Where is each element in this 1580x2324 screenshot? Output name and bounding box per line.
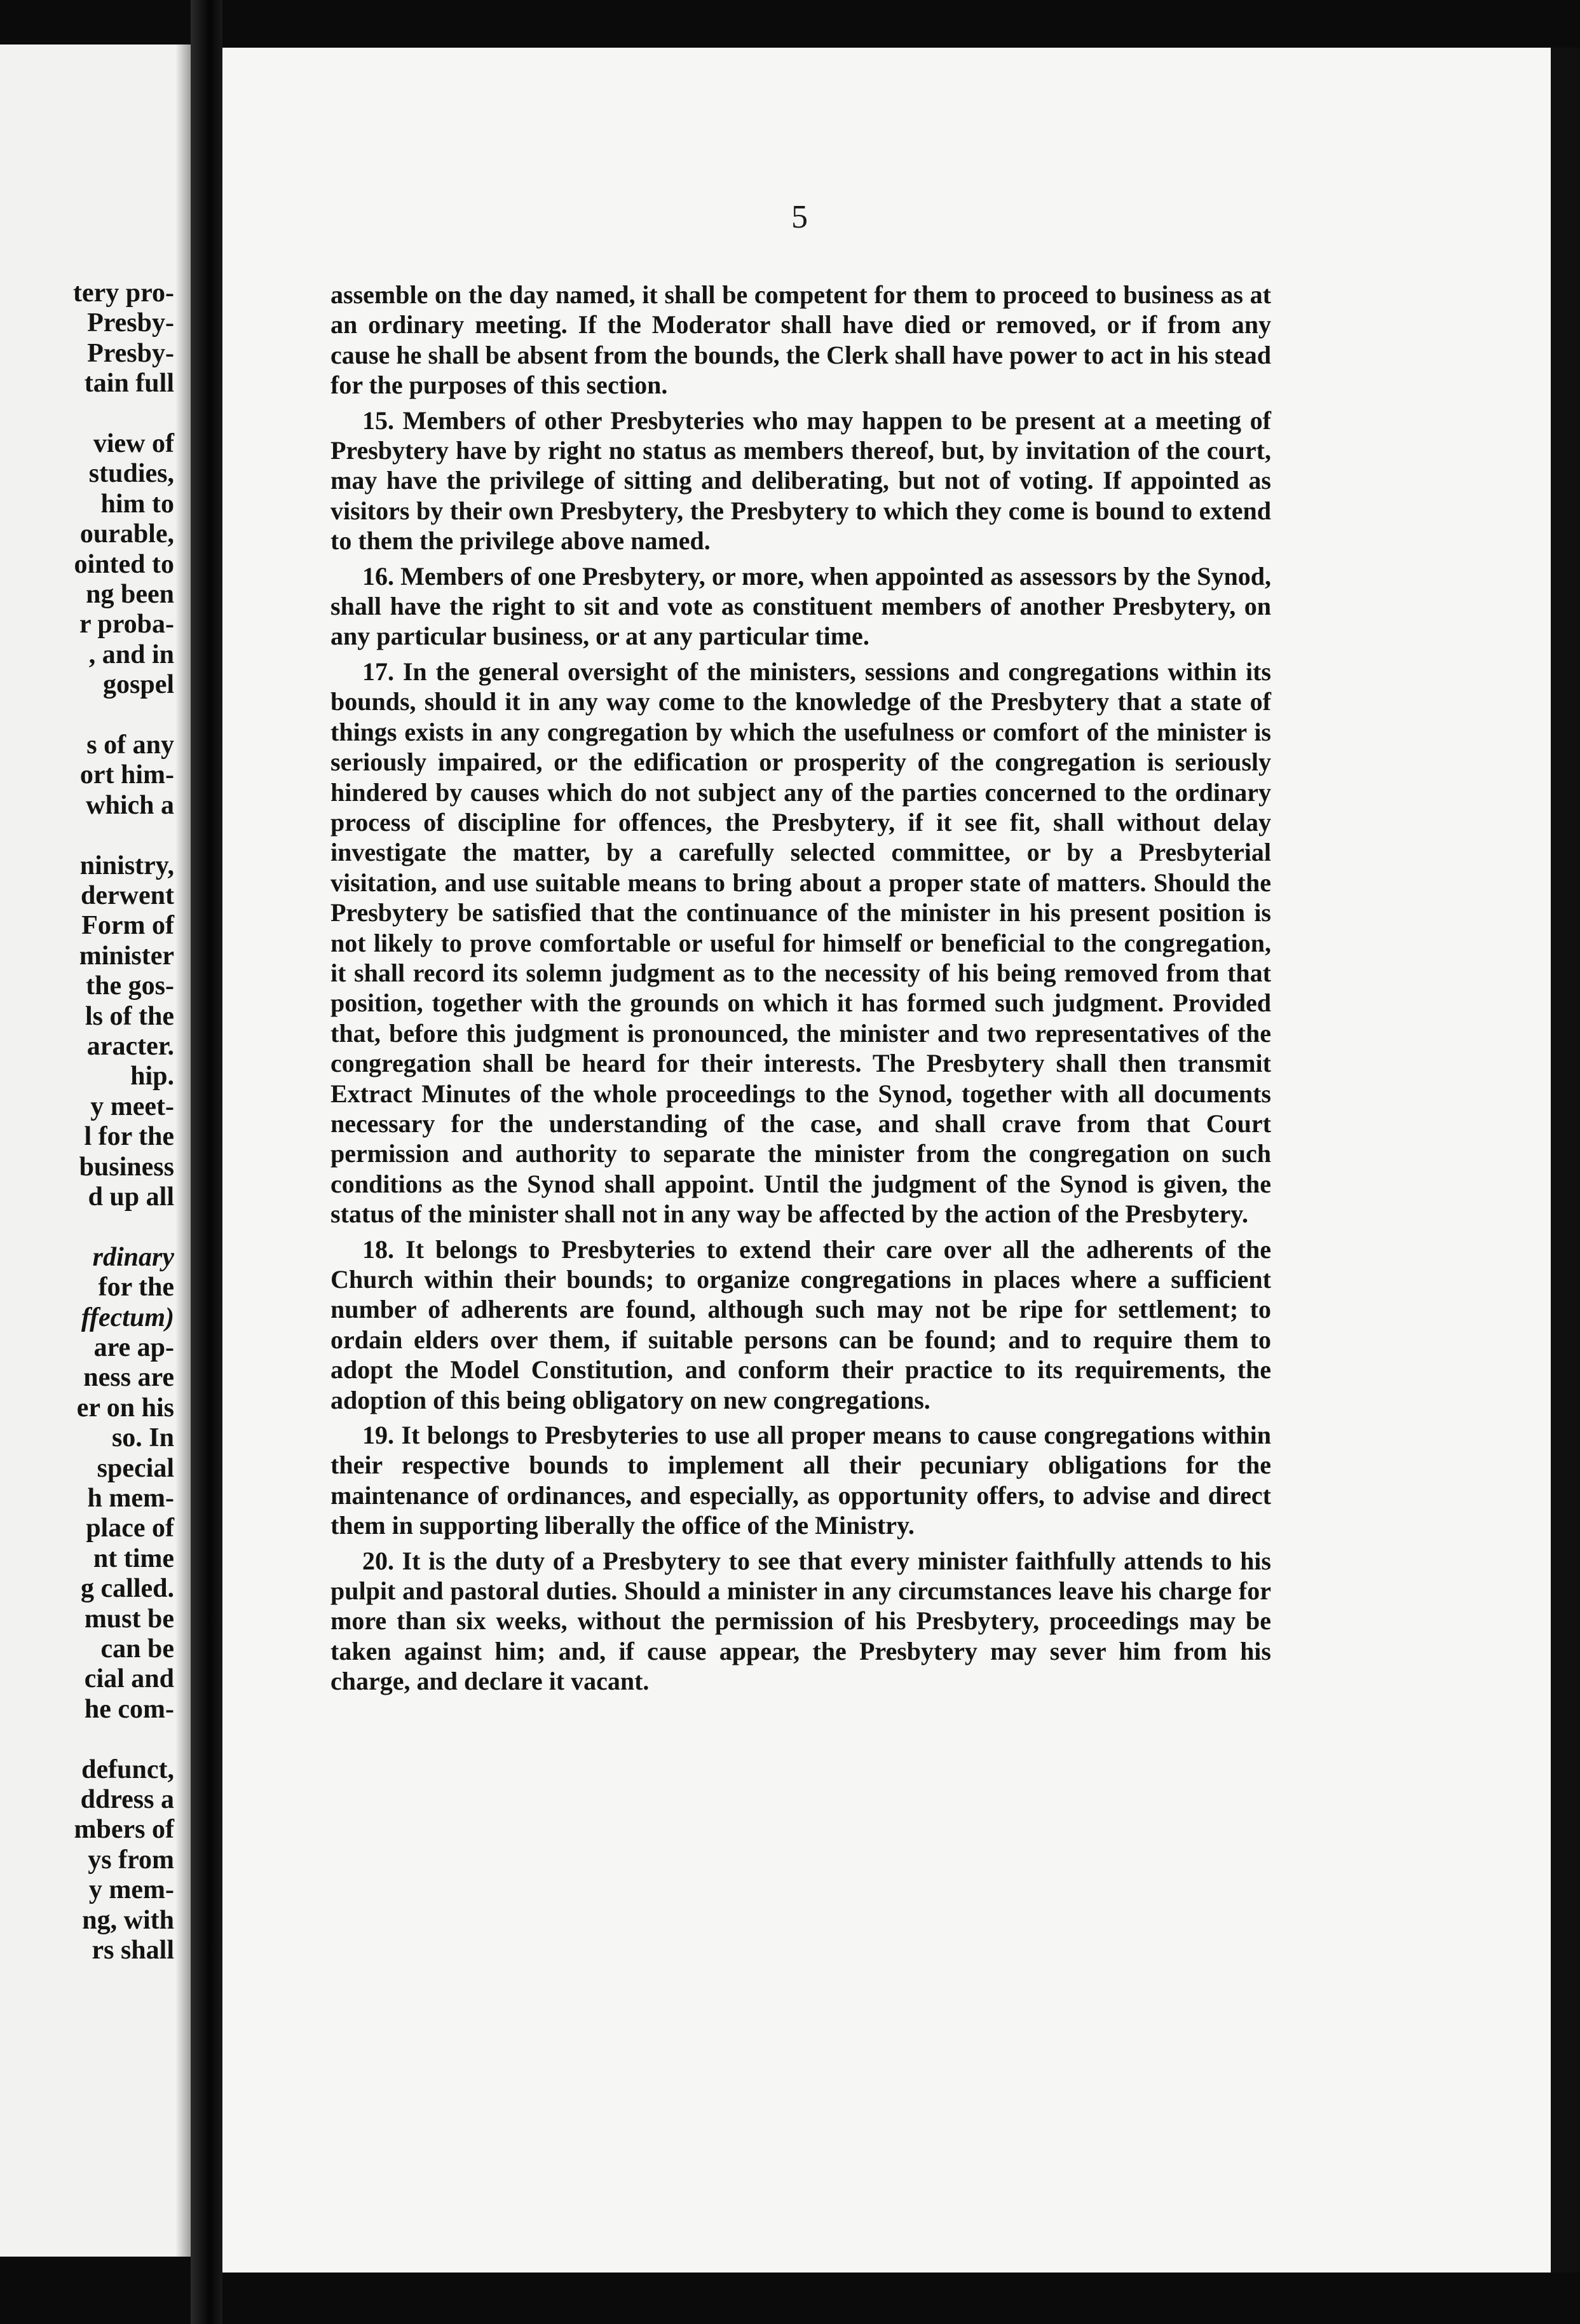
page-fold-shadow	[175, 44, 191, 2257]
paragraph-18: 18. It belongs to Presbyteries to extend their care over all the adherents of the Church within their bounds; to organize congregations in places where a sufficient number of adherents are found, although such may not be ripe for settlement; to ordain elders over them, if suitable persons can be found; and to require them to adopt the Model Constitution, and conform their practice to its requirements, the adoption of this being obligatory on new congregations.	[330, 1234, 1271, 1414]
left-page-line-fragment: he com-	[84, 1694, 174, 1724]
left-page-line-fragment: are ap-	[93, 1333, 174, 1362]
left-page-line-fragment: aracter.	[86, 1032, 174, 1061]
left-page-line-fragment: ng, with	[82, 1905, 174, 1935]
left-page-line-fragment: er on his	[76, 1393, 174, 1423]
left-page-line-fragment: l for the	[84, 1122, 174, 1152]
left-page-line-fragment: y mem-	[88, 1875, 174, 1905]
left-page-line-fragment: derwent	[81, 881, 174, 910]
left-page-line-fragment: mbers of	[74, 1815, 174, 1845]
left-page-line-fragment: which a	[86, 790, 174, 820]
left-page-line-fragment: must be	[84, 1604, 174, 1634]
left-page-line-fragment: ddress a	[80, 1785, 174, 1814]
paragraph-19: 19. It belongs to Presbyteries to use all proper means to cause congregations within their respective bounds to implement all their pecuniary obligations for the maintenance of ordinances, and especially, as opportunity offers, to advise and direct them in supporting liberally the office of the Ministry.	[330, 1421, 1271, 1540]
left-page-line-fragment: ness are	[83, 1363, 174, 1393]
left-page-line-fragment: ys from	[88, 1845, 174, 1875]
left-page-line-fragment: for the	[98, 1273, 174, 1302]
paragraph-16: 16. Members of one Presbytery, or more, when appointed as assessors by the Synod, shall have the right to sit and vote as constituent members of another Presbytery, on any particular business, or at any particular time.	[330, 561, 1271, 651]
left-page-line-fragment: ointed to	[74, 549, 174, 579]
left-page-line-fragment: rs shall	[92, 1936, 174, 1965]
left-page-line-fragment: gospel	[102, 670, 174, 700]
left-page-line-fragment: r proba-	[79, 610, 174, 639]
left-page-line-fragment: h mem-	[87, 1484, 174, 1513]
left-page-line-fragment: , and in	[88, 639, 174, 669]
left-page-line-fragment: hip.	[130, 1062, 174, 1091]
left-page-line-fragment: nt time	[93, 1543, 174, 1573]
left-page-line-fragment: Presby-	[87, 338, 174, 368]
paragraph-continued: assemble on the day named, it shall be competent for them to proceed to business as at an ordinary meeting. If the Moderator shall have died or removed, or if from any cause he shall be absent from the bounds, the Clerk shall have power to act in his stead for the purposes of this section.	[330, 280, 1271, 400]
left-page-line-fragment: special	[97, 1453, 174, 1483]
left-page-line-fragment: him to	[100, 489, 174, 519]
left-page-line-fragment: y meet-	[90, 1091, 174, 1121]
left-page-line-fragment: minister	[79, 941, 174, 971]
left-page-line-fragment: g called.	[81, 1574, 174, 1604]
left-facing-page	[0, 44, 191, 2257]
left-page-line-fragment: so. In	[111, 1423, 174, 1453]
page-edge	[1551, 48, 1580, 2273]
left-page-line-fragment: ninistry,	[79, 851, 174, 880]
left-page-line-fragment: s of any	[86, 730, 174, 760]
left-page-line-fragment: ourable,	[79, 519, 174, 549]
left-page-line-fragment: cial and	[84, 1664, 174, 1694]
left-page-line-fragment: defunct,	[81, 1754, 174, 1784]
left-page-line-fragment: rdinary	[92, 1242, 174, 1272]
left-page-line-fragment: view of	[93, 429, 174, 458]
paragraph-20: 20. It is the duty of a Presbytery to see that every minister faithfully attends to his pulpit and pastoral duties. Should a minister in any circumstances leave his charge for more than six weeks, without the permission of his Presbytery, proceedings may be taken against him; and, if cause appear, the Presbytery may sever him from his charge, and declare it vacant.	[330, 1546, 1271, 1696]
left-page-line-fragment: ls of the	[85, 1001, 174, 1031]
left-page-line-fragment: place of	[86, 1514, 174, 1543]
left-page-line-fragment: business	[79, 1152, 174, 1182]
left-page-line-fragment: tain full	[84, 369, 174, 399]
left-page-line-fragment: Form of	[81, 911, 174, 941]
left-page-line-fragment: ng been	[86, 580, 174, 609]
paragraph-17: 17. In the general oversight of the ministers, sessions and congregations within its bounds, should it in any way come to the knowledge of the Presbytery that a state of things exists in any congregation by which the usefulness or comfort of the minister is seriously impaired, or the edification or prosperity of the congregation is seriously hindered by causes which do not subject any of the parties concerned to the ordinary process of discipline for offences, the Presbytery, if it see fit, shall without delay investigate the matter, by a carefully selected committee, or by a Presbyterial visitation, and use suitable means to bring about a proper state of matters. Should the Presbytery be satisfied that the continuance of the minister in his present position is not likely to prove comfortable or useful for himself or beneficial to the congregation, it shall record its solemn judgment as to the necessity of his being removed from that position, together with the grounds on which it has formed such judgment. Provided that, before this judgment is pronounced, the minister and two representatives of the congregation shall be heard for their interests. The Presbytery shall then transmit Extract Minutes of the whole proceedings to the Synod, together with all documents necessary for the understanding of the case, and shall crave from that Court permission and authority to separate the minister from the congregation on such conditions as the Synod shall appoint. Until the judgment of the Synod is given, the status of the minister shall not in any way be affected by the action of the Presbytery.	[330, 657, 1271, 1229]
book-gutter	[191, 0, 222, 2324]
body-text	[330, 280, 1271, 1697]
left-page-line-fragment: Presby-	[87, 308, 174, 338]
left-page-line-fragment: tery pro-	[73, 278, 174, 308]
left-page-line-fragment: studies,	[88, 459, 174, 489]
page-number: 5	[791, 199, 808, 235]
left-page-line-fragment: the gos-	[86, 971, 174, 1001]
left-page-line-fragment: ort him-	[79, 760, 174, 790]
left-page-line-fragment: can be	[100, 1634, 174, 1664]
paragraph-15: 15. Members of other Presbyteries who may happen to be present at a meeting of Presbytery have by right no status as members thereof, but, by invitation of the court, may have the privilege of sitting and deliberating, but not of voting. If appointed as visitors by their own Presbytery, the Presbytery to which they come is bound to extend to them the privilege above named.	[330, 406, 1271, 556]
left-page-line-fragment: ffectum)	[81, 1302, 174, 1332]
left-page-line-fragment: d up all	[88, 1182, 174, 1212]
